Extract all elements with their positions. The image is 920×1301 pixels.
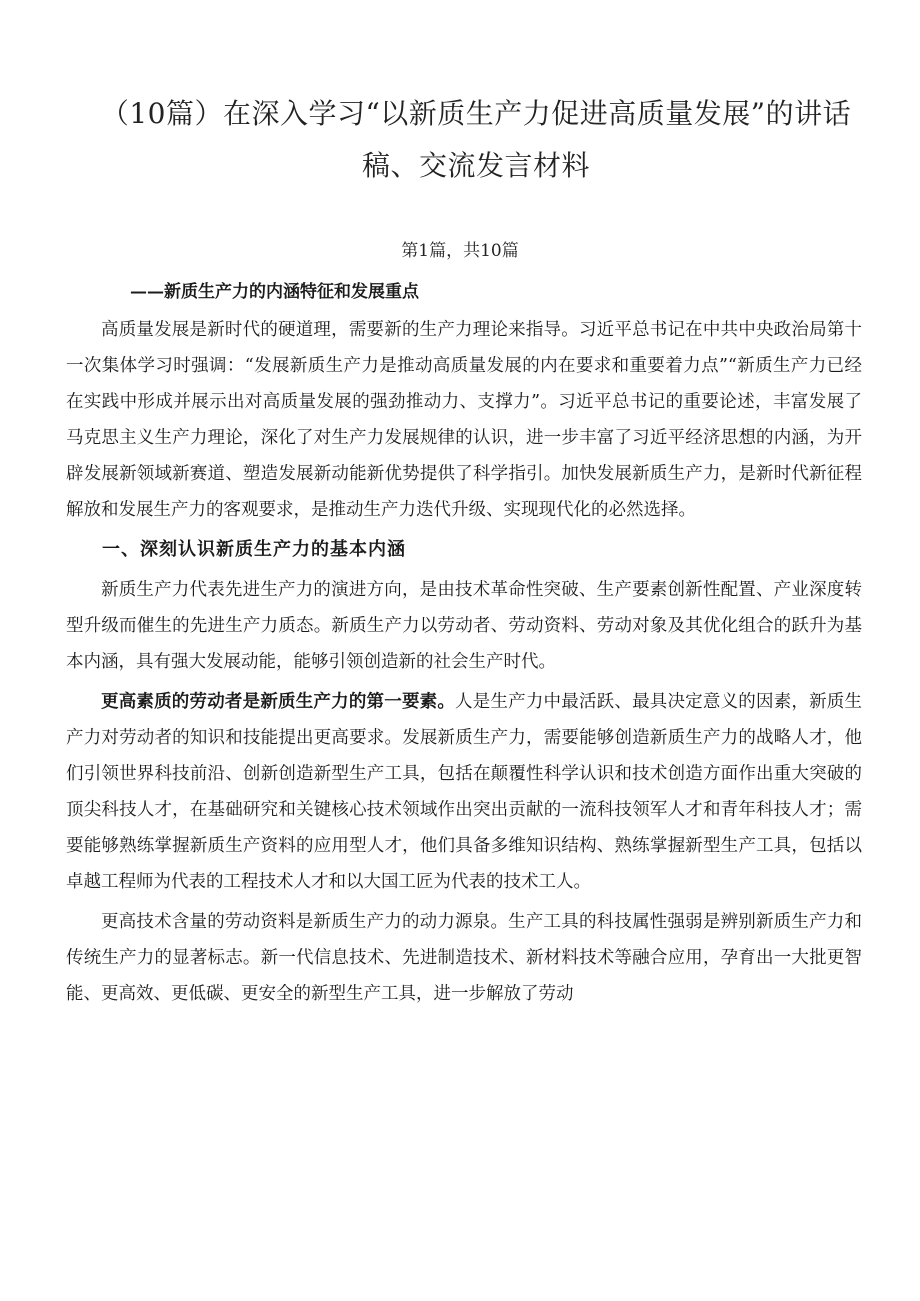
- document-title: [96, 88, 856, 192]
- document-body: [66, 312, 862, 1012]
- title-line-2: 稿、交流发言材料: [361, 149, 590, 182]
- title-line-1: （10篇）在深入学习“以新质生产力促进高质量发展”的讲话: [100, 97, 852, 130]
- part-indicator: 第1篇，共10篇: [401, 241, 519, 261]
- section-heading-1: 一、深刻认识新质生产力的基本内涵: [102, 539, 406, 560]
- paragraph-intro: 高质量发展是新时代的硬道理，需要新的生产力理论来指导。习近平总书记在中共中央政治局第十一次集体学习时强调：“发展新质生产力是推动高质量发展的内在要求和重要着力点”“新质生产力已经在实践中形成并展示出对高质量发展的强劲推动力、支撑力”。习近平总书记的重要论述，丰富发展了马克思主义生产力理论，深化了对生产力发展规律的认识，进一步丰富了习近平经济思想的内涵，为开辟发展新领域新赛道、塑造发展新动能新优势提供了科学指引。加快发展新质生产力，是新时代新征程解放和发展生产力的客观要求，是推动生产力迭代升级、实现现代化的必然选择。: [66, 320, 862, 520]
- paragraph-workers: [66, 684, 862, 900]
- subtitle: ——新质生产力的内涵特征和发展重点: [130, 282, 419, 302]
- paragraph-workers-lead: 更高素质的劳动者是新质生产力的第一要素。: [101, 692, 456, 712]
- paragraph-workers-body: 人是生产力中最活跃、最具决定意义的因素，新质生产力对劳动者的知识和技能提出更高要求。发展新质生产力，需要能够创造新质生产力的战略人才，他们引领世界科技前沿、创新创造新型生产工具，包括在颠覆性科学认识和技术创造方面作出重大突破的顶尖科技人才，在基础研究和关键核心技术领域作出突出贡献的一流科技领军人才和青年科技人才；需要能够熟练掌握新质生产资料的应用型人才，他们具备多维知识结构、熟练掌握新型生产工具，包括以卓越工程师为代表的工程技术人才和以大国工匠为代表的技术工人。: [66, 692, 862, 892]
- paragraph-basic-connotation: 新质生产力代表先进生产力的演进方向，是由技术革命性突破、生产要素创新性配置、产业深度转型升级而催生的先进生产力质态。新质生产力以劳动者、劳动资料、劳动对象及其优化组合的跃升为基本内涵，具有强大发展动能，能够引领创造新的社会生产时代。: [66, 580, 862, 672]
- paragraph-labor-materials: 更高技术含量的劳动资料是新质生产力的动力源泉。生产工具的科技属性强弱是辨别新质生产力和传统生产力的显著标志。新一代信息技术、先进制造技术、新材料技术等融合应用，孕育出一大批更智能、更高效、更低碳、更安全的新型生产工具，进一步解放了劳动: [66, 912, 862, 1004]
